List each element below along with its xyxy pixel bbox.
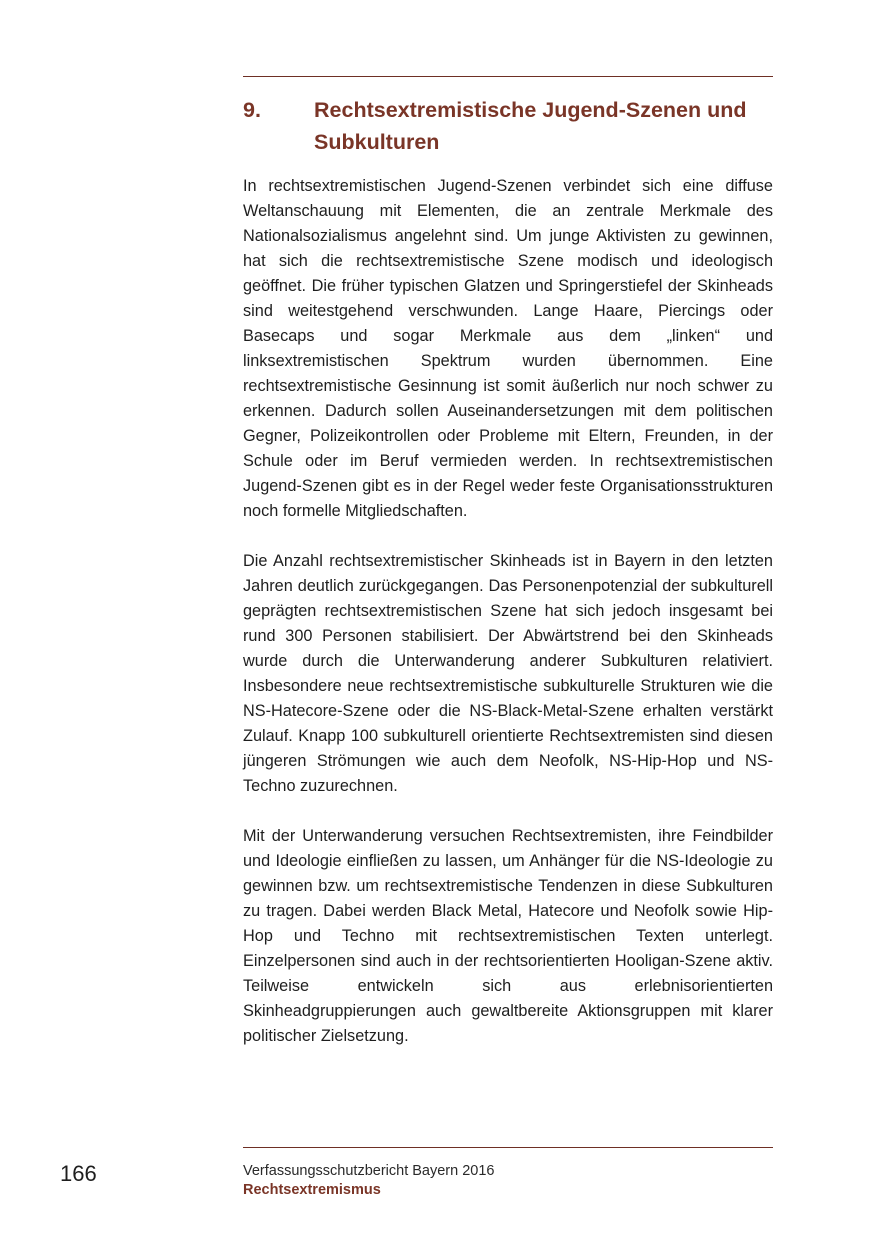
body-text [243, 174, 773, 1049]
footer-rule [243, 1147, 773, 1148]
paragraph: In rechtsextremistischen Jugend-Szenen verbindet sich eine diffuse Weltanschauung mit Elementen, die an zentrale Merkmale des Nationalsozialismus angelehnt sind. Um junge Aktivisten zu gewinnen, hat sich die rechtsextremistische Szene modisch und ideologisch geöffnet. Die früher typischen Glatzen und Springerstiefel der Skinheads sind weitestgehend verschwunden. Lange Haare, Piercings oder Basecaps und sogar Merkmale aus dem „linken“ und linksextremistischen Spektrum wurden übernommen. Eine rechtsextremistische Gesinnung ist somit äußerlich nur noch schwer zu erkennen. Dadurch sollen Auseinandersetzungen mit dem politischen Gegner, Polizeikontrollen oder Probleme mit Eltern, Freunden, in der Schule oder im Beruf vermieden werden. In rechtsextremistischen Jugend-Szenen gibt es in der Regel weder feste Organisationsstrukturen noch formelle Mitgliedschaften. [243, 177, 773, 520]
chapter-title: Rechtsextremistische Jugend-Szenen und Subkulturen [314, 98, 747, 154]
paragraph: Mit der Unterwanderung versuchen Rechtsextremisten, ihre Feindbilder und Ideologie einfließen zu lassen, um Anhänger für die NS-Ideologie zu gewinnen bzw. um rechtsextremistische Tendenzen in diese Subkulturen zu tragen. Dabei werden Black Metal, Hatecore und Neofolk sowie Hip-Hop und Techno mit rechtsextremistischen Texten unterlegt. Einzelpersonen sind auch in der rechtsorientierten Hooligan-Szene aktiv. Teilweise entwickeln sich aus erlebnisorientierten Skinheadgruppierungen auch gewaltbereite Aktionsgruppen mit klarer politischer Zielsetzung. [243, 827, 773, 1045]
page-number: 166 [60, 1161, 97, 1186]
chapter-number: 9. [243, 98, 261, 122]
paragraph: Die Anzahl rechtsextremistischer Skinheads ist in Bayern in den letzten Jahren deutlich zurückgegangen. Das Personenpotenzial der subkulturell geprägten rechtsextremistischen Szene hat sich jedoch insgesamt bei rund 300 Personen stabilisiert. Der Abwärtstrend bei den Skinheads wurde durch die Unterwanderung anderer Subkulturen relativiert. Insbesondere neue rechtsextremistische subkulturelle Strukturen wie die NS-Hatecore-Szene oder die NS-Black-Metal-Szene erhalten verstärkt Zulauf. Knapp 100 subkulturell orientierte Rechtsextremisten sind diesen jüngeren Strömungen wie auch dem Neofolk, NS-Hip-Hop und NS-Techno zuzurechnen. [243, 552, 773, 795]
section-title: Rechtsextremismus [243, 1182, 381, 1198]
header-rule [243, 76, 773, 77]
footer [243, 1162, 773, 1200]
publication-title: Verfassungsschutzbericht Bayern 2016 [243, 1163, 495, 1179]
